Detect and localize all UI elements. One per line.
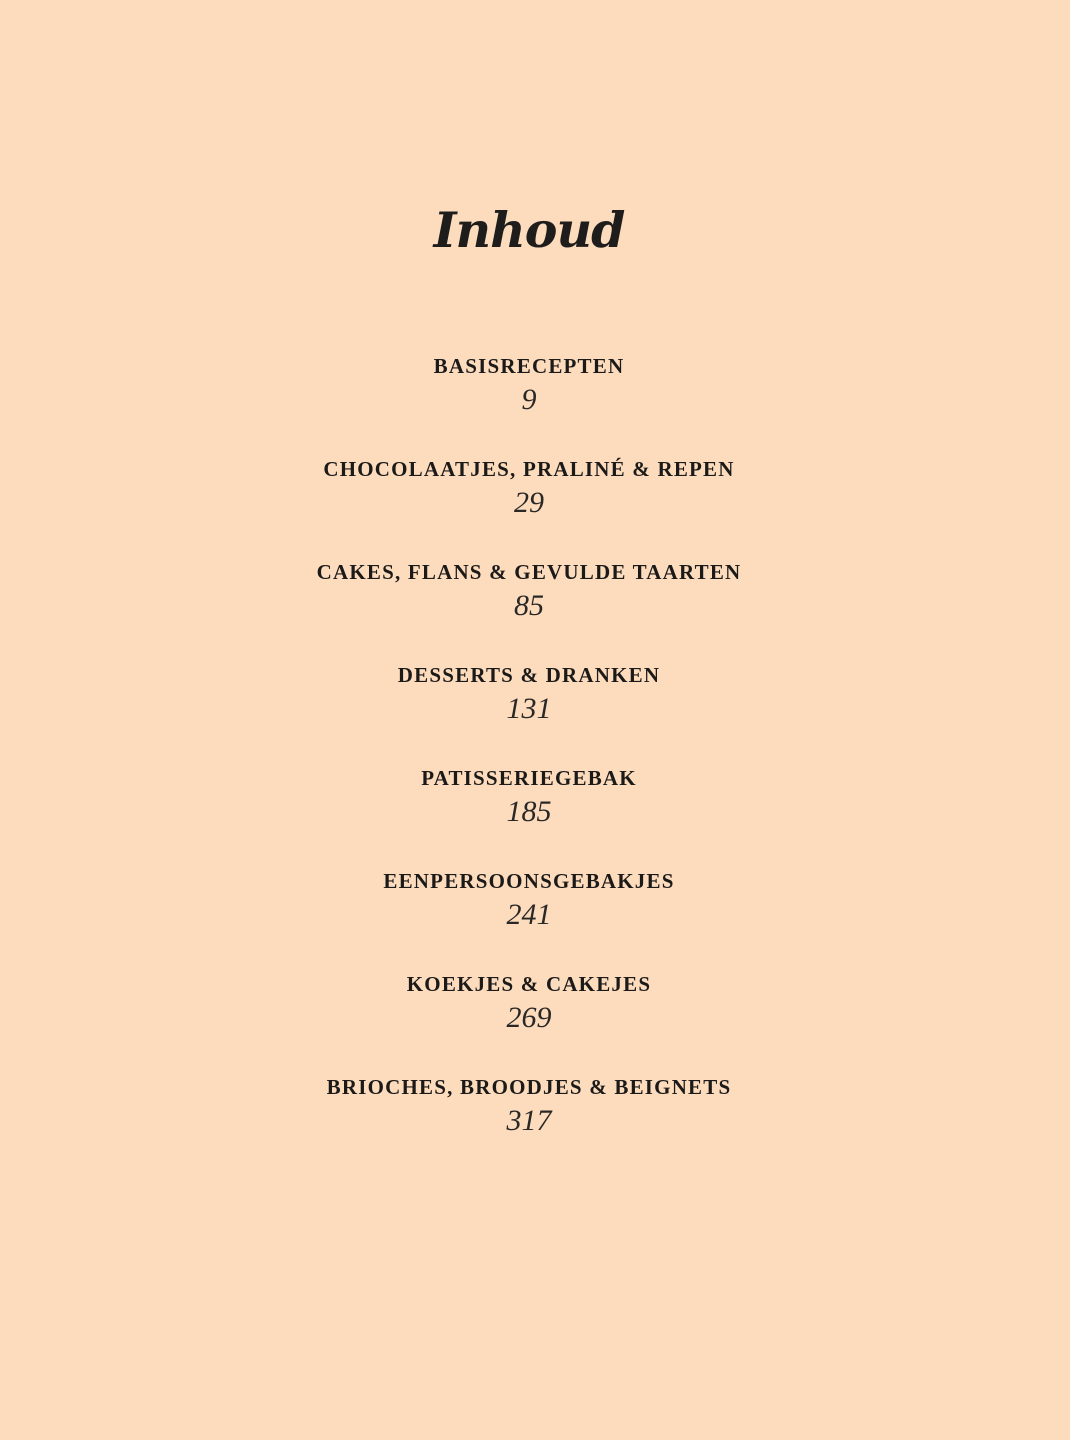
chapter-title: CAKES, FLANS & GEVULDE TAARTEN — [316, 560, 742, 584]
toc-entry-chocolaatjes — [0, 455, 1058, 558]
toc-entry-koekjes — [0, 970, 1058, 1073]
page-number: 131 — [506, 692, 552, 725]
page-number: 241 — [506, 898, 552, 931]
page-number: 29 — [514, 486, 544, 519]
page-title: Inhoud — [433, 201, 625, 259]
chapter-title: DESSERTS & DRANKEN — [397, 663, 661, 687]
chapter-title: BASISRECEPTEN — [433, 354, 625, 378]
chapter-title: EENPERSOONSGEBAKJES — [383, 869, 675, 893]
page-number: 269 — [506, 1001, 552, 1034]
toc-entry-basisrecepten — [0, 352, 1058, 455]
toc-entry-cakes — [0, 558, 1058, 661]
page-number: 85 — [514, 589, 544, 622]
page-number: 317 — [506, 1104, 552, 1137]
page-number: 9 — [521, 383, 537, 416]
toc-entry-desserts — [0, 661, 1058, 764]
toc-entry-brioches — [0, 1073, 1058, 1176]
toc-entry-patisseriegebak — [0, 764, 1058, 867]
page-number: 185 — [506, 795, 552, 828]
chapter-title: BRIOCHES, BROODJES & BEIGNETS — [326, 1075, 732, 1099]
chapter-title: KOEKJES & CAKEJES — [406, 972, 652, 996]
table-of-contents — [0, 352, 1058, 1176]
toc-entry-eenpersoonsgebakjes — [0, 867, 1058, 970]
chapter-title: PATISSERIEGEBAK — [421, 766, 637, 790]
chapter-title: CHOCOLAATJES, PRALINÉ & REPEN — [323, 457, 735, 481]
